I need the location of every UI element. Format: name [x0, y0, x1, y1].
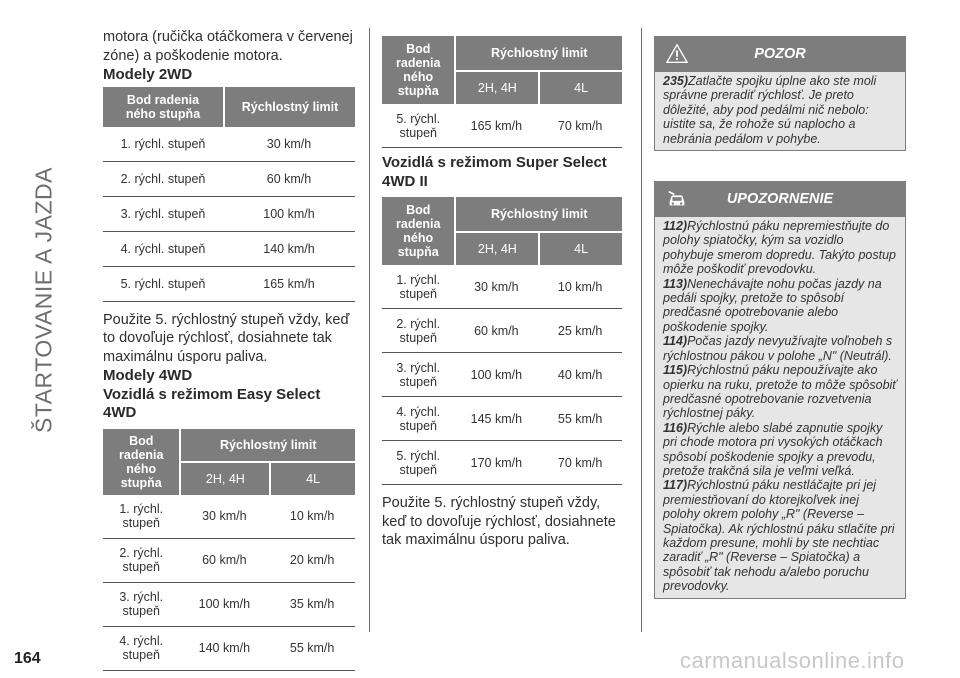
- table-subheader: 4L: [538, 231, 622, 265]
- table-header: Bod radenia ného stupňa: [382, 197, 454, 265]
- column-divider: [641, 28, 642, 632]
- intro-text: motora (ručička otáčkomera v červenej zóne) a poškodenie motora.: [103, 29, 353, 64]
- column-divider: [369, 28, 370, 632]
- table-row: [103, 583, 355, 627]
- table-header: Bod radenia ného stupňa: [103, 429, 179, 495]
- gear-cell: 3. rýchl. stupeň: [103, 197, 223, 232]
- note-item: [663, 421, 897, 479]
- gear-cell: 5. rýchl. stupeň: [382, 104, 454, 148]
- table-row: [382, 309, 622, 353]
- gear-cell: 1. rýchl. stupeň: [103, 495, 179, 539]
- speed-limit-cell: 140 km/h: [223, 232, 355, 267]
- gear-cell: 4. rýchl. stupeň: [103, 627, 179, 671]
- note-item: [663, 74, 897, 146]
- table-header: Bod radenia ného stupňa: [103, 87, 223, 127]
- gear-cell: 2. rýchl. stupeň: [103, 162, 223, 197]
- fifth-gear-note: Použite 5. rýchlostný stupeň vždy, keď to dovoľuje rýchlosť, dosiahnete tak maximálnu úsporu paliva.: [382, 495, 616, 548]
- table-row: [103, 627, 355, 671]
- warning-box-header: [654, 36, 906, 72]
- note-number: 116): [663, 420, 688, 435]
- note-text: Rýchlostnú páku nepremiestňujte do polohy spiatočky, kým sa vozidlo pohybuje smerom dopredu. Takýto postup môže poškodiť prevodovku.: [663, 219, 897, 277]
- table-row: [103, 539, 355, 583]
- gear-cell: 3. rýchl. stupeň: [382, 353, 454, 397]
- gear-cell: 1. rýchl. stupeň: [382, 265, 454, 309]
- speed-limit-cell: 100 km/h: [223, 197, 355, 232]
- gear-cell: 4. rýchl. stupeň: [382, 397, 454, 441]
- column-left: [103, 28, 355, 671]
- table-subheader: 4L: [538, 70, 622, 104]
- note-text: Rýchlostnú páku nestláčajte pri jej premiestňovaní do ktorejkoľvek inej polohy okrem polohy „R" (Reverse – Spiatočka). Ak rýchlostnú páku stlačíte pri každom presune, mohli by ste nechtiac zaradiť „R" (Reverse – Spiatočka) a spôsobiť tak nehodu a/alebo poruchu prevodovky.: [663, 478, 895, 594]
- fifth-gear-note: Použite 5. rýchlostný stupeň vždy, keď to dovoľuje rýchlosť, dosiahnete tak maximálnu úsporu paliva.: [103, 311, 350, 365]
- table-row: [103, 162, 355, 197]
- table-row: [103, 127, 355, 162]
- note-text: Nenechávajte nohu počas jazdy na pedáli spojky, pretože to spôsobí predčasné opotrebovanie alebo poškodenie spojky.: [663, 276, 882, 334]
- note-item: [663, 219, 897, 277]
- warning-box-body: [654, 72, 906, 151]
- table-row: [382, 265, 622, 309]
- gear-cell: 4. rýchl. stupeň: [103, 232, 223, 267]
- notice-title: UPOZORNENIE: [726, 191, 834, 208]
- heading-super-select: Vozidlá s režimom Super Select 4WD II: [382, 154, 607, 190]
- note-text: Rýchlostnú páku nepoužívajte ako opierku na ruku, pretože to môže spôsobiť predčasné opotrebovanie rozvetvenia rýchlostnej páky.: [663, 363, 897, 421]
- note-item: [663, 334, 897, 363]
- table-subheader: 2H, 4H: [454, 231, 538, 265]
- column-middle: [382, 36, 622, 550]
- gear-cell: 3. rýchl. stupeň: [103, 583, 179, 627]
- table-header: Bod radenia ného stupňa: [382, 36, 454, 104]
- speed-limit-cell: 10 km/h: [269, 495, 355, 539]
- speed-limit-cell: 70 km/h: [538, 441, 622, 485]
- note-item: [663, 363, 897, 421]
- note-text: Počas jazdy nevyužívajte voľnobeh s rýchlostnou pákou v polohe „N" (Neutrál).: [663, 334, 893, 363]
- warning-title: POZOR: [754, 46, 806, 62]
- heading-2wd: Modely 2WD: [103, 66, 193, 83]
- speed-limit-cell: 165 km/h: [454, 104, 538, 148]
- speed-limit-cell: 30 km/h: [223, 127, 355, 162]
- table-header: Rýchlostný limit: [223, 87, 355, 127]
- speed-limit-cell: 30 km/h: [179, 495, 269, 539]
- speed-limit-cell: 170 km/h: [454, 441, 538, 485]
- gear-cell: 1. rýchl. stupeň: [103, 127, 223, 162]
- column-right: [654, 36, 906, 599]
- speed-table-super-select: [382, 197, 622, 485]
- note-item: [663, 277, 897, 335]
- speed-limit-cell: 100 km/h: [454, 353, 538, 397]
- note-number: 115): [663, 363, 688, 378]
- table-row: [382, 104, 622, 148]
- speed-limit-cell: 10 km/h: [538, 265, 622, 309]
- table-row: [103, 232, 355, 267]
- table-subheader: 2H, 4H: [179, 461, 269, 495]
- speed-limit-cell: 30 km/h: [454, 265, 538, 309]
- note-text: Rýchle alebo slabé zapnutie spojky pri chode motora pri vysokých otáčkach spôsobí poškodenie spojky a prevodu, pretože trakčná sila je veľmi veľká.: [663, 420, 883, 478]
- note-number: 235): [663, 74, 689, 88]
- table-row: [103, 267, 355, 302]
- speed-table-easy-select-cont: [382, 36, 622, 148]
- speed-table-2wd: [103, 87, 355, 302]
- speed-limit-cell: 165 km/h: [223, 267, 355, 302]
- table-row: [382, 441, 622, 485]
- speed-limit-cell: 100 km/h: [179, 583, 269, 627]
- table-header: Rýchlostný limit: [454, 197, 622, 231]
- gear-cell: 2. rýchl. stupeň: [382, 309, 454, 353]
- gear-cell: 2. rýchl. stupeň: [103, 539, 179, 583]
- heading-4wd: Modely 4WD: [103, 367, 193, 384]
- table-header: Rýchlostný limit: [454, 36, 622, 70]
- table-subheader: 4L: [269, 461, 355, 495]
- gear-cell: 5. rýchl. stupeň: [103, 267, 223, 302]
- note-text: Zatlačte spojku úplne ako ste moli správne preradiť rýchlosť. Je preto dôležité, aby pod pedálmi nič nebolo: uistite sa, že rohože sú naplocho a nebránia pedálom v pohybe.: [663, 74, 877, 146]
- speed-limit-cell: 25 km/h: [538, 309, 622, 353]
- speed-limit-cell: 145 km/h: [454, 397, 538, 441]
- page-number: 164: [14, 650, 41, 667]
- notice-box: [654, 181, 906, 599]
- note-number: 113): [663, 276, 688, 291]
- watermark: carmanualsonline.info: [680, 648, 905, 673]
- notice-box-header: [654, 181, 906, 217]
- speed-limit-cell: 55 km/h: [269, 627, 355, 671]
- speed-limit-cell: 55 km/h: [538, 397, 622, 441]
- note-number: 117): [663, 478, 688, 493]
- table-header: Rýchlostný limit: [179, 429, 355, 461]
- speed-limit-cell: 140 km/h: [179, 627, 269, 671]
- table-subheader: 2H, 4H: [454, 70, 538, 104]
- table-row: [103, 197, 355, 232]
- table-row: [103, 495, 355, 539]
- speed-limit-cell: 60 km/h: [223, 162, 355, 197]
- speed-limit-cell: 20 km/h: [269, 539, 355, 583]
- note-number: 112): [663, 219, 688, 234]
- note-item: [663, 478, 897, 593]
- note-number: 114): [663, 334, 688, 349]
- heading-easy-select: Vozidlá s režimom Easy Select 4WD: [103, 385, 321, 421]
- speed-limit-cell: 40 km/h: [538, 353, 622, 397]
- speed-limit-cell: 35 km/h: [269, 583, 355, 627]
- notice-box-body: [654, 217, 906, 599]
- section-side-title: ŠTARTOVANIE A JAZDA: [30, 167, 57, 433]
- gear-cell: 5. rýchl. stupeň: [382, 441, 454, 485]
- speed-limit-cell: 60 km/h: [454, 309, 538, 353]
- speed-limit-cell: 60 km/h: [179, 539, 269, 583]
- table-row: [382, 397, 622, 441]
- speed-limit-cell: 70 km/h: [538, 104, 622, 148]
- warning-box: [654, 36, 906, 151]
- table-row: [382, 353, 622, 397]
- speed-table-easy-select: [103, 429, 355, 671]
